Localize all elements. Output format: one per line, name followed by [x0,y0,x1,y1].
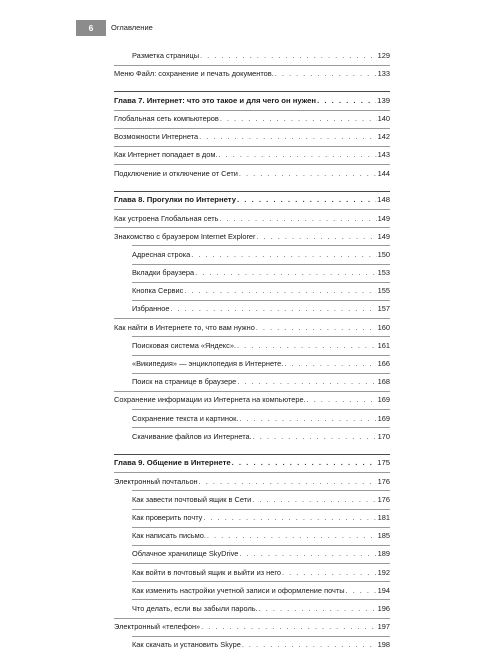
toc-entry-row[interactable] [114,131,390,143]
entry-divider [132,336,390,337]
entry-divider [114,618,390,619]
toc-chapter-row[interactable] [114,457,390,469]
toc-entry-row[interactable] [114,639,390,651]
chapter-rule [114,454,390,455]
dot-leader [203,512,376,524]
toc-entry-title: Вкладки браузера [132,268,195,278]
toc-entry-page: 139 [377,95,390,105]
toc-entry-page: 150 [377,249,390,259]
toc-entry-row[interactable] [114,168,390,180]
dot-leader [191,249,376,261]
dot-leader [237,376,376,388]
page-header [0,0,500,32]
toc-entry-page: 144 [377,168,390,178]
toc-entry-page: 198 [377,640,390,650]
dot-leader [237,340,377,352]
toc-entry-page: 189 [377,549,390,559]
toc-entry-row[interactable] [114,113,390,125]
toc-entry-page: 140 [377,114,390,124]
dot-leader [170,303,376,315]
toc-entry-title: Сохранение текста и картинок. [132,413,239,423]
toc-entry-row[interactable] [114,394,390,406]
dot-leader [219,149,377,161]
toc-entry-title: Поиск на странице в браузере [132,377,237,387]
toc-entry-row[interactable] [114,476,390,488]
toc-entry-title: Как проверить почту [132,513,203,522]
toc-entry-title: Глава 7. Интернет: что это такое и для чего он нужен [114,95,317,105]
entry-divider [132,509,390,510]
toc-entry-page: 176 [377,476,390,486]
toc-entry-row[interactable] [114,530,390,542]
running-title: Оглавление [111,23,153,32]
toc-entry-title: Как изменить настройки учетной записи и оформление почты [132,585,345,595]
dot-leader [232,457,377,469]
entry-divider [132,563,390,564]
toc-entry-page: 196 [377,603,390,613]
entry-divider [132,527,390,528]
toc-entry-row[interactable] [114,340,390,352]
dot-leader [220,113,377,125]
dot-leader [195,267,377,279]
toc-entry-page: 170 [377,431,390,441]
toc-entry-title: Скачивание файлов из Интернета. [132,431,252,441]
dot-leader [200,50,377,62]
dot-leader [307,394,377,406]
entry-divider [132,636,390,637]
entry-divider [132,300,390,301]
toc-entry-page: 166 [377,359,390,368]
dot-leader [199,131,377,143]
toc-entry-title: Подключение и отключение от Сети [114,168,238,178]
entry-divider [132,264,390,265]
toc-entry-page: 149 [377,231,390,241]
dot-leader [239,168,377,180]
entry-divider [114,110,390,111]
table-of-contents [114,50,390,652]
toc-entry-title: Электронный почтальон [114,476,198,486]
toc-entry-row[interactable] [114,231,390,243]
entry-divider [132,373,390,374]
toc-entry-row[interactable] [114,358,390,370]
entry-divider [114,209,390,210]
page-number-box [76,20,106,36]
entry-divider [132,427,390,428]
toc-entry-row[interactable] [114,285,390,297]
entry-divider [114,146,390,147]
entry-divider [132,355,390,356]
toc-entry-title: Возможности Интернета [114,132,199,142]
dot-leader [259,603,377,615]
toc-entry-row[interactable] [114,585,390,597]
toc-entry-page: 153 [377,268,390,278]
toc-entry-title: «Википедия» — энциклопедия в Интернете. [132,359,284,368]
page-number: 6 [88,23,94,33]
toc-entry-page: 176 [377,494,390,504]
toc-entry-row[interactable] [114,50,390,62]
toc-entry-page: 160 [377,322,390,332]
toc-entry-title: Как устроена Глобальная сеть [114,213,219,223]
chapter-spacer [114,180,390,186]
toc-entry-title: Глава 8. Прогулки по Интернету [114,195,237,205]
entry-divider [114,391,390,392]
toc-entry-row[interactable] [114,213,390,225]
entry-divider [114,164,390,165]
dot-leader [219,213,376,225]
toc-entry-title: Как войти в почтовый ящик и выйти из него [132,567,281,577]
dot-leader [239,413,376,425]
toc-chapter-row[interactable] [114,95,390,107]
toc-entry-title: Как написать письмо. [132,531,206,541]
toc-entry-row[interactable] [114,322,390,334]
dot-leader [207,530,377,542]
toc-entry-page: 133 [377,69,390,79]
toc-entry-title: Сохранение информации из Интернета на компьютере. [114,395,306,405]
toc-entry-title: Как найти в Интернете то, что вам нужно [114,322,255,332]
chapter-spacer [114,80,390,86]
toc-entry-title: Разметка страницы [132,51,200,60]
entry-divider [132,581,390,582]
dot-leader [256,322,377,334]
toc-entry-page: 148 [377,195,390,205]
entry-divider [114,65,390,66]
dot-leader [282,567,377,579]
entry-divider [114,318,390,319]
toc-entry-page: 194 [377,585,390,595]
toc-entry-title: Поисковая система «Яндекс». [132,340,236,350]
entry-divider [132,409,390,410]
dot-leader [346,585,377,597]
dot-leader [275,68,377,80]
toc-entry-page: 143 [377,150,390,160]
toc-entry-page: 192 [377,567,390,577]
dot-leader [284,358,376,370]
toc-entry-row[interactable] [114,548,390,560]
entry-divider [132,282,390,283]
toc-entry-row[interactable] [114,603,390,615]
chapter-spacer [114,443,390,449]
dot-leader [184,285,376,297]
toc-entry-page: 129 [377,51,390,60]
toc-entry-page: 169 [377,395,390,405]
toc-entry-title: Как Интернет попадает в дом. [114,150,218,160]
dot-leader [199,476,377,488]
toc-entry-row[interactable] [114,249,390,261]
toc-entry-page: 142 [377,132,390,142]
toc-entry-page: 181 [377,513,390,522]
entry-divider [132,490,390,491]
toc-entry-page: 155 [377,286,390,296]
toc-chapter-row[interactable] [114,194,390,206]
toc-entry-row[interactable] [114,68,390,80]
toc-entry-title: Что делать, если вы забыли пароль. [132,603,258,613]
toc-entry-title: Меню Файл: сохранение и печать документов. [114,69,274,79]
toc-entry-page: 168 [377,377,390,387]
entry-divider [132,599,390,600]
toc-entry-page: 149 [377,213,390,223]
entry-divider [114,227,390,228]
chapter-rule [114,91,390,92]
dot-leader [256,231,376,243]
toc-entry-title: Глобальная сеть компьютеров [114,114,219,124]
dot-leader [242,639,377,651]
toc-entry-title: Кнопка Сервис [132,286,184,296]
entry-divider [132,245,390,246]
toc-entry-title: Как скачать и установить Skype [132,640,241,650]
dot-leader [253,431,377,443]
toc-entry-title: Как завести почтовый ящик в Сети [132,494,252,504]
entry-divider [132,545,390,546]
dot-leader [317,95,376,107]
toc-entry-row[interactable] [114,431,390,443]
toc-entry-row[interactable] [114,621,390,633]
dot-leader [239,548,376,560]
toc-entry-row[interactable] [114,267,390,279]
dot-leader [201,621,377,633]
toc-entry-row[interactable] [114,376,390,388]
toc-entry-title: Знакомство с браузером Internet Explorer [114,231,256,241]
dot-leader [237,194,376,206]
toc-entry-page: 175 [377,458,390,468]
toc-entry-row[interactable] [114,567,390,579]
chapter-rule [114,191,390,192]
entry-divider [114,128,390,129]
toc-entry-title: Электронный «телефон» [114,622,201,632]
toc-entry-page: 157 [377,304,390,314]
toc-entry-title: Адресная строка [132,249,191,259]
toc-entry-row[interactable] [114,512,390,524]
entry-divider [114,472,390,473]
toc-entry-page: 185 [377,531,390,541]
toc-entry-title: Глава 9. Общение в Интернете [114,458,231,468]
toc-entry-row[interactable] [114,413,390,425]
toc-entry-row[interactable] [114,303,390,315]
toc-entry-row[interactable] [114,149,390,161]
toc-entry-title: Избранное [132,304,170,314]
toc-entry-title: Облачное хранилище SkyDrive [132,549,239,559]
toc-entry-page: 161 [377,340,390,350]
toc-entry-page: 197 [377,622,390,632]
toc-entry-page: 169 [377,413,390,423]
